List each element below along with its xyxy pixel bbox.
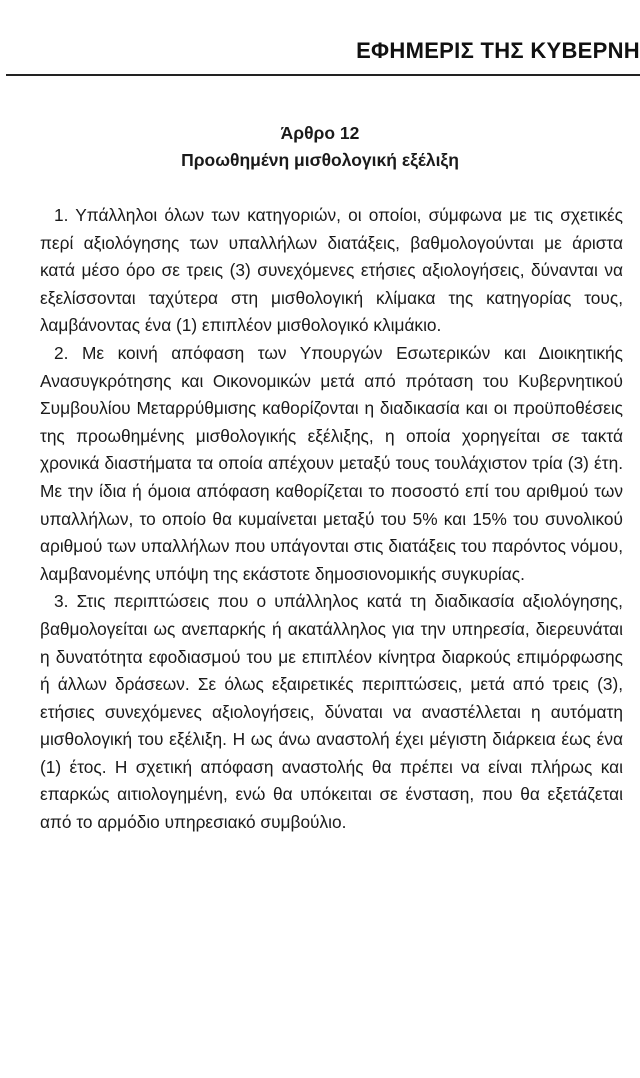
running-header-title: ΕΦΗΜΕΡΙΣ ΤΗΣ ΚΥΒΕΡΝΗ: [356, 38, 640, 63]
article-number: Άρθρο 12: [280, 123, 360, 143]
article-heading: [0, 120, 640, 174]
paragraph-1: 1. Υπάλληλοι όλων των κατηγοριών, οι οποίοι, σύμφωνα με τις σχετικές περί αξιολόγησης των υπαλλήλων διατάξεις, βαθμολογούνται με άριστα κατά μέσο όρο σε τρεις (3) συνεχόμενες ετήσιες αξιολογήσεις, δύνανται να εξελίσσονται ταχύτερα στη μισθολογική κλίμακα της κατηγορίας τους, λαμβάνοντας ένα (1) επιπλέον μισθολογικό κλιμάκιο.: [40, 205, 623, 336]
header-rule: [6, 74, 640, 76]
paragraph-2: 2. Με κοινή απόφαση των Υπουργών Εσωτερικών και Διοικητικής Ανασυγκρότησης και Οικονομικών μετά από πρόταση του Κυβερνητικού Συμβουλίου Μεταρρύθμισης καθορίζονται η διαδικασία και οι προϋποθέσεις της προωθημένης μισθολογικής εξέλιξης, η οποία χορηγείται σε τακτά χρονικά διαστήματα τα οποία απέχουν μεταξύ τους τουλάχιστον τρία (3) έτη. Με την ίδια ή όμοια απόφαση καθορίζεται το ποσοστό επί του αριθμού των υπαλλήλων, το οποίο θα κυμαίνεται μεταξύ του 5% και 15% του συνολικού αριθμού των υπαλλήλων που υπάγονται στις διατάξεις του παρόντος νόμου, λαμβανομένης υπόψη της εκάστοτε δημοσιονομικής συγκυρίας.: [40, 342, 623, 584]
article-body: [40, 202, 623, 837]
paragraph-3: 3. Στις περιπτώσεις που ο υπάλληλος κατά τη διαδικασία αξιολόγησης, βαθμολογείται ως ανεπαρκής ή ακατάλληλος για την υπηρεσία, διερευνάται η δυνατότητα εφοδιασμού του με επιπλέον κίνητρα διαρκούς επιμόρφωσης ή άλλων δράσεων. Σε όλως εξαιρετικές περιπτώσεις, μετά από τρεις (3), ετήσιες συνεχόμενες αξιολογήσεις, δύναται να αναστέλλεται η αυτόματη μισθολογική του εξέλιξη. Η ως άνω αναστολή έχει μέγιστη διάρκεια έως ένα (1) έτος. Η σχετική απόφαση αναστολής θα πρέπει να είναι πλήρως και επαρκώς αιτιολογημένη, ενώ θα υπόκειται σε ένσταση, που θα εξετάζεται από το αρμόδιο υπηρεσιακό συμβούλιο.: [40, 591, 623, 833]
article-title: Προωθημένη μισθολογική εξέλιξη: [181, 150, 459, 170]
